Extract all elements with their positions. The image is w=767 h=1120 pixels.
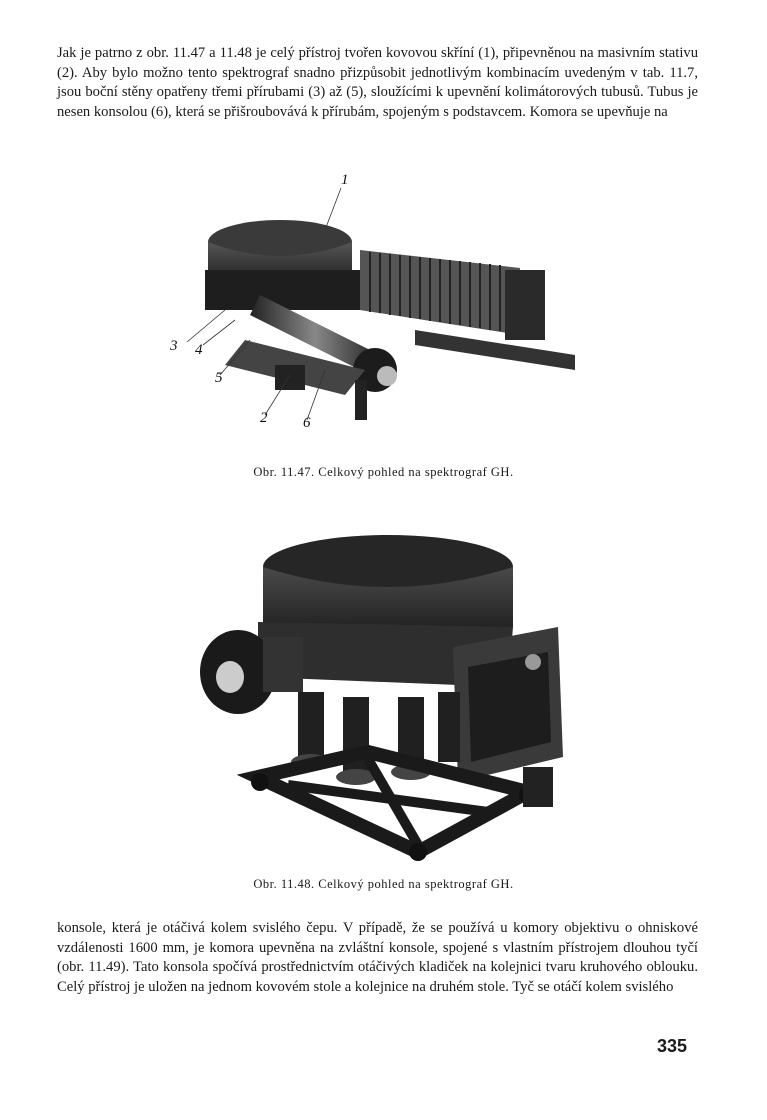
figure-11-47-caption: Obr. 11.47. Celkový pohled na spektrograf GH. xyxy=(253,465,514,479)
label-2: 2 xyxy=(260,410,268,426)
label-3: 3 xyxy=(170,338,178,354)
figure-11-48 xyxy=(168,527,578,864)
label-6: 6 xyxy=(303,415,311,431)
figure-11-47 xyxy=(165,170,585,460)
spectrograph-photo-2 xyxy=(168,527,578,864)
label-5: 5 xyxy=(215,370,223,386)
camera-head xyxy=(200,630,303,714)
spectrograph-photo-1 xyxy=(165,170,585,460)
paragraph-top: Jak je patrno z obr. 11.47 a 11.48 je celý přístroj tvořen kovovou skříní (1), připevněnou na masivním stativu (2). Aby bylo možno tento spektrograf snadno přizpůsobit jednotlivým kombinacím uvedeným v tab. 11.7, jsou boční stěny opatřeny třemi přírubami (3) až (5), sloužícími k upevnění kolimátorových tubusů. Tubus je nesen konsolou (6), která se přišroubovává k přírubám, spojeným s podstavcem. Komora se upevňuje na xyxy=(57,45,698,120)
plate-holder xyxy=(453,627,563,782)
label-4: 4 xyxy=(195,342,203,358)
paragraph-bottom: konsole, která je otáčivá kolem svislého čepu. V případě, že se používá u komory objektivu o ohniskové vzdálenosti 1600 mm, je komora upevněna na zvláštní konsole, spojené s vlastním přístrojem dlouhou tyčí (obr. 11.49). Tato konsola spočívá prostřednictvím otáčivých kladiček na kolejnici tvaru kruhového oblouku. Celý přístroj je uložen na jednom kovovém stole a kolejnice na druhém stole. Tyč se otáčí kolem svislého xyxy=(57,920,698,995)
figure-11-48-caption: Obr. 11.48. Celkový pohled na spektrograf GH. xyxy=(253,877,514,891)
bellows xyxy=(360,250,545,340)
page-number: 335 xyxy=(657,1036,688,1056)
label-1: 1 xyxy=(341,172,349,188)
